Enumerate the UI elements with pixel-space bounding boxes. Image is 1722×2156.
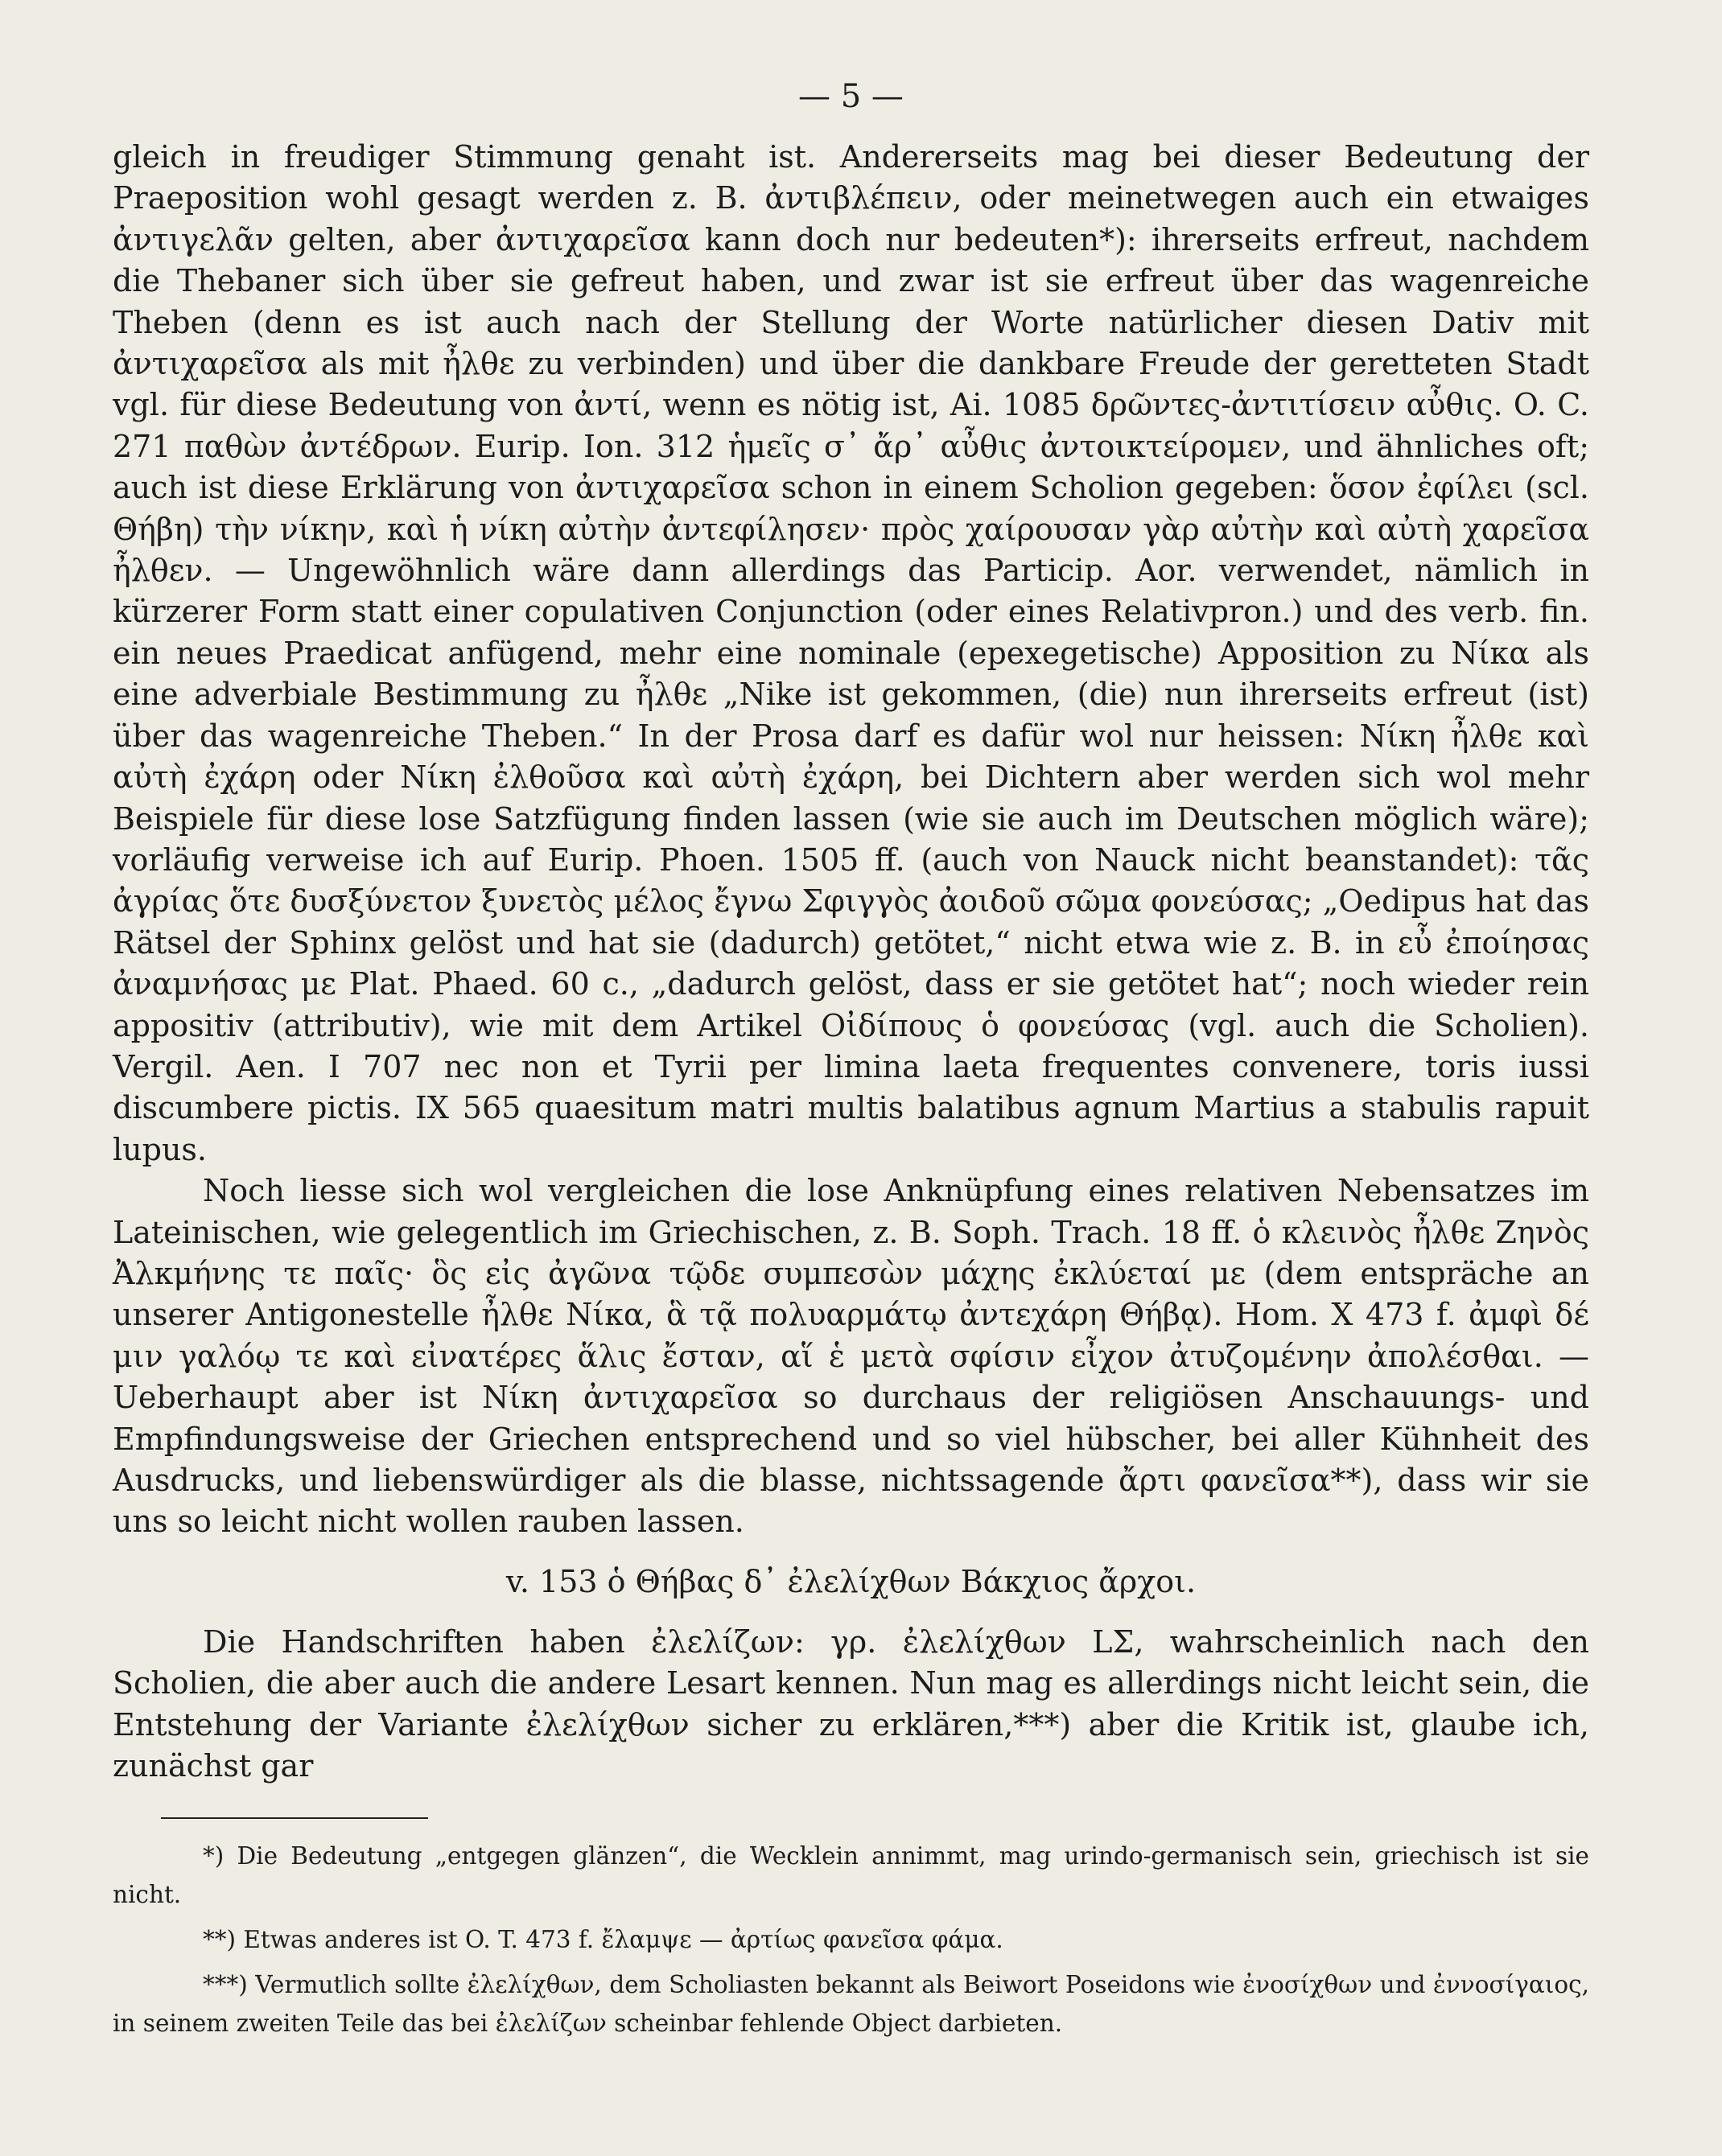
footnotes [113, 1837, 1589, 2043]
main-text [113, 137, 1589, 1787]
footnote-2: **) Etwas anderes ist O. T. 473 f. ἔλαμψε — ἀρτίως φανεῖσα φάμα. [203, 1926, 1003, 1954]
footnote-1: *) Die Bedeutung „entgegen glänzen“, die Wecklein annimmt, mag urindo-germanisch sein, griechisch ist sie nicht. [113, 1842, 1589, 1909]
paragraph-3: Die Handschriften haben ἐλελίζων: γρ. ἐλελίχθων LΣ, wahrscheinlich nach den Scholien, die aber auch die andere Lesart kennen. Nun mag es allerdings nicht leicht sein, die Entstehung der Variante ἐλελίχθων sicher zu erklären,***) aber die Kritik ist, glaube ich, zunächst gar [113, 1623, 1589, 1784]
paragraph-1: gleich in freudiger Stimmung genaht ist. Andererseits mag bei dieser Bedeutung der Praeposition wohl gesagt werden z. B. ἀντιβλέπειν, oder meinetwegen auch ein etwaiges ἀντιγελᾶν gelten, aber ἀντιχαρεῖσα kann doch nur bedeuten*): ihrerseits erfreut, nachdem die Thebaner sich über sie gefreut haben, und zwar ist sie erfreut über das wagenreiche Theben (denn es ist auch nach der Stellung der Worte natürlicher diesen Dativ mit ἀντιχαρεῖσα als mit ἦλθε zu verbinden) und über die dankbare Freude der geretteten Stadt vgl. für diese Bedeutung von ἀντί, wenn es nötig ist, Ai. 1085 δρῶντες-ἀντιτίσειν αὖθις. O. C. 271 παθὼν ἀντέδρων. Eurip. Ion. 312 ἡμεῖς σ᾽ ἄρ᾽ αὖθις ἀντοικτείρομεν, und ähnliches oft; auch ist diese Erklärung von ἀντιχαρεῖσα schon in einem Scholion gegeben: ὅσον ἐφίλει (scl. Θήβη) τὴν νίκην, καὶ ἡ νίκη αὐτὴν ἀντεφίλησεν· πρὸς χαίρουσαν γὰρ αὐτὴν καὶ αὐτὴ χαρεῖσα ἦλθεν. — Ungewöhnlich wäre dann allerdings das Particip. Aor. verwendet, nämlich in kürzerer Form statt einer copulativen Conjunction (oder eines Relativpron.) und des verb. fin. ein neues Praedicat anfügend, mehr eine nominale (epexegetische) Apposition zu Νίκα als eine adverbiale Bestimmung zu ἦλθε „Nike ist gekommen, (die) nun ihrerseits erfreut (ist) über das wagenreiche Theben.“ In der Prosa darf es dafür wol nur heissen: Νίκη ἦλθε καὶ αὐτὴ ἐχάρη oder Νίκη ἐλθοῦσα καὶ αὐτὴ ἐχάρη, bei Dichtern aber werden sich wol mehr Beispiele für diese lose Satzfügung finden lassen (wie sie auch im Deutschen möglich wäre); vorläufig verweise ich auf Eurip. Phoen. 1505 ff. (auch von Nauck nicht beanstandet): τᾶς ἀγρίας ὅτε δυσξύνετον ξυνετὸς μέλος ἔγνω Σφιγγὸς ἀοιδοῦ σῶμα φονεύσας; „Oedipus hat das Rätsel der Sphinx gelöst und hat sie (dadurch) getötet,“ nicht etwa wie z. B. in εὖ ἐποίησας ἀναμνήσας με Plat. Phaed. 60 c., „dadurch gelöst, dass er sie getötet hat“; noch wieder rein appositiv (attributiv), wie mit dem Artikel Οἰδίπους ὁ φονεύσας (vgl. auch die Scholien). Vergil. Aen. I 707 nec non et Tyrii per limina laeta frequentes convenere, toris iussi discumbere pictis. IX 565 quaesitum matri multis balatibus agnum Martius a stabulis rapuit lupus. [113, 139, 1589, 1167]
footnote-divider [161, 1817, 428, 1819]
footnote-3: ***) Vermutlich sollte ἐλελίχθων, dem Scholiasten bekannt als Beiwort Poseidons wie ἐνοσίχθων und ἐννοσίγαιος, in seinem zweiten Teile das bei ἐλελίζων scheinbar fehlende Object darbieten. [113, 1971, 1589, 2038]
paragraph-2: Noch liesse sich wol vergleichen die lose Anknüpfung eines relativen Nebensatzes im Lateinischen, wie gelegentlich im Griechischen, z. B. Soph. Trach. 18 ff. ὁ κλεινὸς ἦλθε Ζηνὸς Ἀλκμήνης τε παῖς· ὃς εἰς ἀγῶνα τῷδε συμπεσὼν μάχης ἐκλύεταί με (dem entspräche an unserer Antigonestelle ἦλθε Νίκα, ἃ τᾷ πολυαρμάτῳ ἀντεχάρη Θήβᾳ). Hom. Χ 473 f. ἀμφὶ δέ μιν γαλόῳ τε καὶ εἰνατέρες ἅλις ἔσταν, αἵ ἑ μετὰ σφίσιν εἶχον ἀτυζομένην ἀπολέσθαι. — Ueberhaupt aber ist Νίκη ἀντιχαρεῖσα so durchaus der religiösen Anschauungs- und Empfindungsweise der Griechen entsprechend und so viel hübscher, bei aller Kühnheit des Ausdrucks, und liebenswürdiger als die blasse, nichtssagende ἄρτι φανεῖσα**), dass wir sie uns so leicht nicht wollen rauben lassen. [113, 1173, 1589, 1540]
verse-heading: v. 153 ὁ Θήβας δ᾽ ἐλελίχθων Βάκχιος ἄρχοι. [505, 1563, 1197, 1599]
page-number: — 5 — [798, 78, 904, 115]
